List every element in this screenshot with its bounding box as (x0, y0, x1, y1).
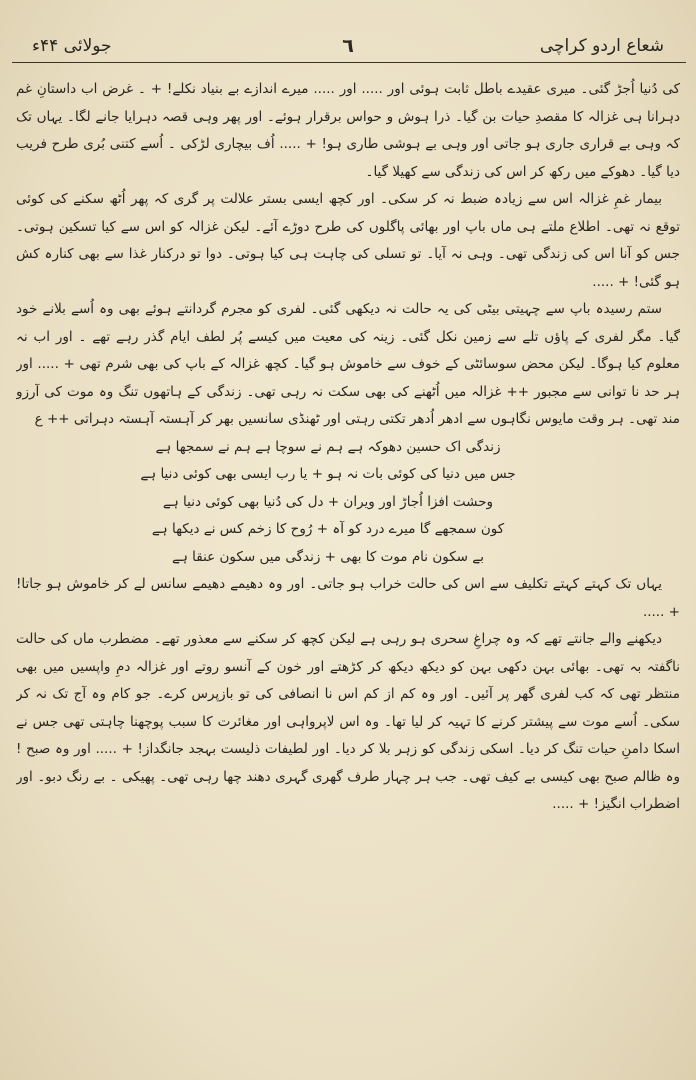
poem-verses (16, 434, 680, 572)
paragraph: کی دُنیا اُجڑ گئی۔ میری عقیدے باطل ثابت ہوئی اور ..... اور ..... میرے اندازے بے بنیاد نکلے! + ۔ غرض اب داستانِ غم دہرانا ہی غزالہ کا مقصدِ حیات بن گیا۔ ذرا ہوش و حواس برقرار ہوئے۔ اور پھر وہی قصہ دہرایا جانے لگا۔ یہاں تک کہ وہی بے قراری جاری ہو جاتی اور وہی بے ہوشی طاری ہو! + ..... اُف بیچاری لڑکی ۔ اُسے کتنی بُری طرح فریب دیا گیا۔ دھوکے میں رکھ کر اس کی زندگی سے کھیلا گیا۔ (16, 81, 680, 180)
article-body (16, 76, 680, 1060)
paragraph: یہاں تک کہتے کہتے تکلیف سے اس کی حالت خراب ہو جاتی۔ اور وہ دھیمے دھیمے سانس لے کر خاموش ہو جاتا! + ..... (16, 576, 680, 620)
issue-date: جولائی ۴۴ء (32, 36, 112, 56)
verse-line: زندگی اک حسین دھوکہ ہے ہم نے سوچا ہے ہم نے سمجھا ہے (155, 438, 501, 455)
page-number: ٦ (342, 35, 354, 57)
verse-line: کون سمجھے گا میرے درد کو آہ + رُوح کا زخم کس نے دیکھا ہے (151, 521, 505, 537)
paragraph: دیکھنے والے جانتے تھے کہ وہ چراغِ سحری ہو رہی ہے لیکن کچھ کر سکنے سے معذور تھے۔ مضطرب ماں کی حالت ناگفتہ بہ تھی۔ بھائی بہن دکھی بہن کو دیکھ دیکھ کر کڑھتے اور خون کے آنسو روتے اور غزالہ دمِ واپسیں میں بھی منتظر تھی کہ کب لفری گھر پر آئیں۔ اور وہ کم از کم اس نا انصافی کی تو بازپرس کرے۔ جو کام وہ آج تک نہ کر سکی۔ اُسے موت سے پیشتر کرنے کا تہیہ کر لیا تھا۔ وہ اس لاپرواہی اور مغائرت کا سبب پوچھنا چاہتی تھی جس نے اسکا دامنِ حیات تنگ کر دیا۔ اسکی زندگی کو زہر بلا کر دیا۔ اور لطیفات ذلیست بہجد جانگداز! + ..... اور وہ صبح ! وہ ظالم صبح بھی کیسی بے کیف تھی۔ جب ہر چہار طرف گھری گہری دھند چھا رہی تھی۔ پھیکی ۔ بے رنگ دبو۔ اور اضطراب انگیز! + ..... (16, 631, 680, 812)
journal-title: شعاع اردو کراچی (539, 36, 664, 56)
paragraph: ستم رسیدہ باپ سے چہیتی بیٹی کی یہ حالت نہ دیکھی گئی۔ لفری کو مجرم گردانتے ہوئے بھی وہ اُسے بلانے خود گیا۔ مگر لفری کے پاؤں تلے سے زمین نکل گئی۔ زینہ کی معیت میں کیسے پُر لطف ایام گذر رہے تھے ۔ اور اب نہ معلوم کیا ہوگا۔ لیکن محض سوسائٹی کے خوف سے خاموش ہو گیا۔ کچھ غزالہ کے باپ کی بھی شرم تھی + ..... اور ہر حد نا توانی سے مجبور ++ غزالہ میں اُٹھنے کی بھی سکت نہ رہی تھی۔ زندگی کے ہاتھوں تنگ وہ موت کی آرزو مند تھی۔ ہر وقت مایوس نگاہوں سے ادھر اُدھر تکتی رہتی اور ٹھنڈی سانسیں بھر کر آہستہ آہستہ دہراتی ++ ع (16, 301, 680, 427)
verse-line: وحشت افزا اُجاڑ اور ویران + دل کی دُنیا بھی کوئی دنیا ہے (162, 493, 494, 510)
verse-line: جس میں دنیا کی کوئی بات نہ ہو + یا رب ایسی بھی کوئی دنیا ہے (140, 466, 516, 482)
verse-line: بے سکون نام موت کا بھی + زندگی میں سکون عنقا ہے (172, 548, 484, 565)
paragraph: بیمار غمِ غزالہ اس سے زیادہ ضبط نہ کر سکی۔ اور کچھ ایسی بستر علالت پر گری کہ پھر اُٹھ سکنے کی کوئی توقع نہ تھی۔ اطلاع ملتے ہی ماں باپ اور بھائی پاگلوں کی طرح دوڑے آئے۔ لیکن غزالہ کو اس سے کیا تسکین ہوتی۔ جس کو آنا اس کی زندگی تھی۔ وہی نہ آیا۔ تو تسلی کی چاہت ہی کیا ہوتی۔ دوا تو درکنار غذا سے بھی کنارہ کش ہو گئی! + ..... (16, 191, 680, 290)
header-rule (12, 62, 686, 63)
